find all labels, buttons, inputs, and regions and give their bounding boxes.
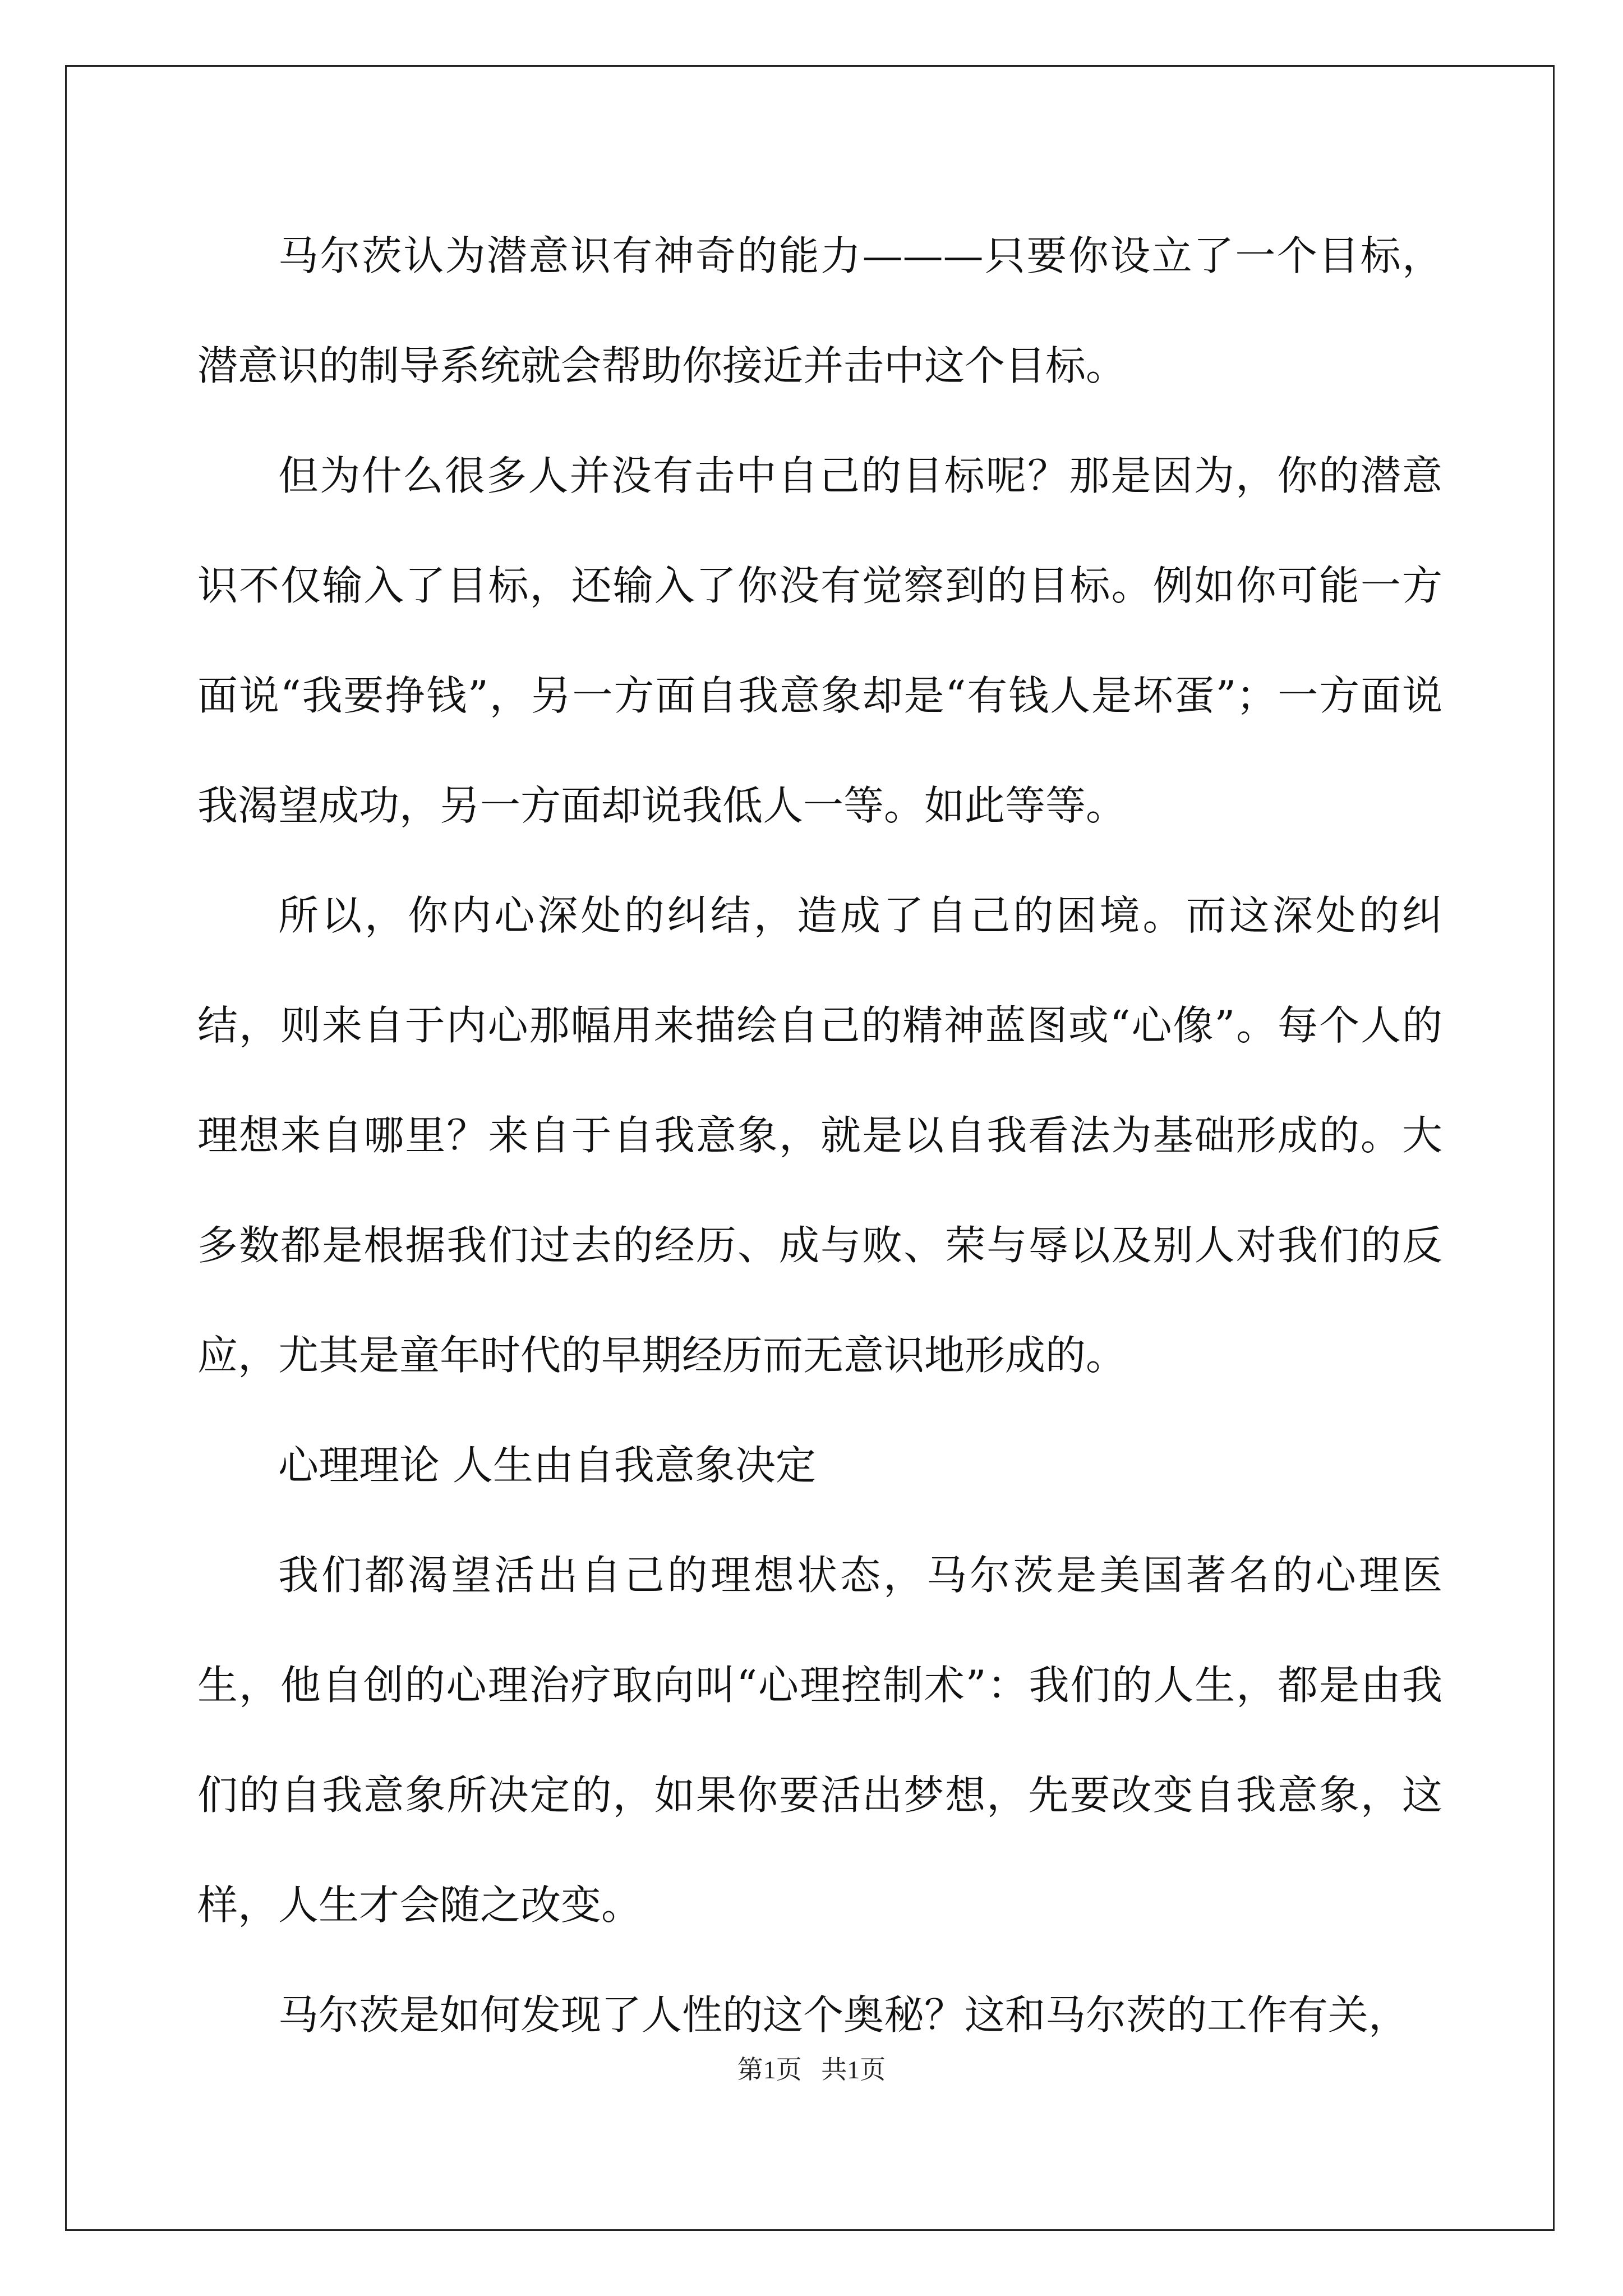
paragraph-4: 我们都渴望活出自己的理想状态，马尔茨是美国著名的心理医生，他自创的心理治疗取向叫“心理控制术”：我们的人生，都是由我们的自我意象所决定的，如果你要活出梦想，先要改变自我意象，这样，人生才会随之改变。 — [197, 1552, 1442, 1929]
paragraph-1: 马尔茨认为潜意识有神奇的能力———只要你设立了一个目标，潜意识的制导系统就会帮助你接近并击中这个目标。 — [197, 232, 1442, 389]
paragraph-2: 但为什么很多人并没有击中自己的目标呢？那是因为，你的潜意识不仅输入了目标，还输入了你没有觉察到的目标。例如你可能一方面说“我要挣钱”，另一方面自我意象却是“有钱人是坏蛋”；一方面说我渴望成功，另一方面却说我低人一等。如此等等。 — [197, 452, 1442, 829]
section-heading: 心理理论 人生由自我意象决定 — [278, 1442, 816, 1489]
paragraph-3: 所以，你内心深处的纠结，造成了自己的困境。而这深处的纠结，则来自于内心那幅用来描绘自己的精神蓝图或“心像”。每个人的理想来自哪里？来自于自我意象，就是以自我看法为基础形成的。大多数都是根据我们过去的经历、成与败、荣与辱以及别人对我们的反应，尤其是童年时代的早期经历而无意识地形成的。 — [197, 892, 1442, 1379]
page-number: 第1页 — [737, 2055, 802, 2084]
page-total: 共1页 — [821, 2055, 886, 2084]
paragraph-5: 马尔茨是如何发现了人性的这个奥秘？这和马尔茨的工作有关， — [278, 1991, 1409, 2039]
page-footer — [0, 2053, 1623, 2087]
document-body — [197, 201, 1442, 2070]
